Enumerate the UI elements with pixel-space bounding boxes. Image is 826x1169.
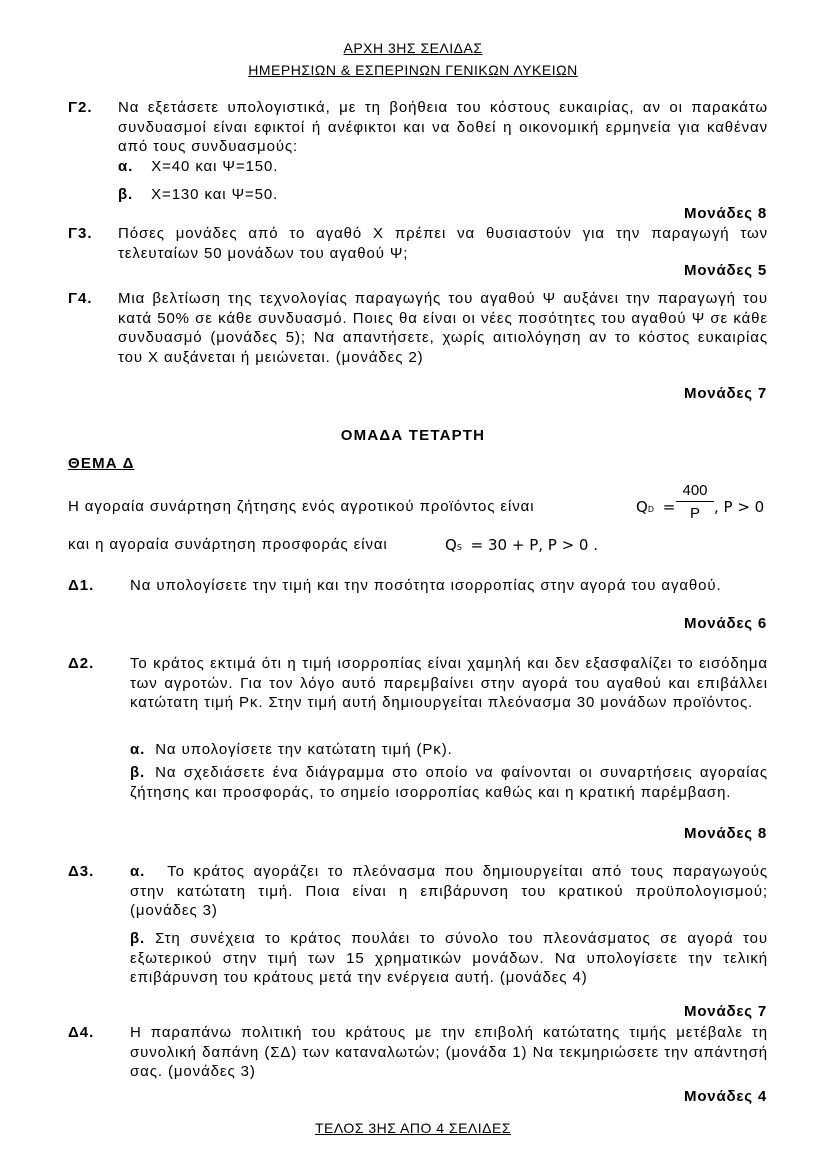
subquestion-d3-b — [130, 929, 768, 988]
fraction-bar — [676, 501, 714, 502]
marks-d4: Μονάδες 4 — [684, 1088, 767, 1105]
question-text: Η παραπάνω πολιτική του κράτους με την επιβολή κατώτατης τιμής μετέβαλε τη συνολική δαπάνη (ΣΔ) των καταναλωτών; (μονάδα 1) Να τεκμηριώσετε την απάντησή σας. (μονάδες 3) — [130, 1024, 768, 1080]
marks-d3: Μονάδες 7 — [684, 1003, 767, 1020]
supply-formula — [445, 536, 598, 554]
question-d1 — [68, 576, 768, 596]
demand-fraction — [676, 482, 714, 522]
question-g2 — [68, 98, 768, 157]
fraction-numerator: 400 — [682, 482, 708, 499]
question-text: Το κράτος εκτιμά ότι η τιμή ισορροπίας είναι χαμηλή και δεν εξασφαλίζει το εισόδημα των αγροτών. Για τον λόγο αυτό παρεμβαίνει στην αγορά του αγαθού και επιβάλλει κατώτατη τιμή Ρκ. Στην τιμή αυτή δημιουργείται πλεόνασμα 30 μονάδων προϊόντος. — [130, 655, 768, 711]
marks-d1: Μονάδες 6 — [684, 615, 767, 632]
question-label: Γ4. — [68, 290, 93, 307]
subquestion-d2-b — [130, 763, 768, 802]
subquestion-label: α. — [130, 741, 146, 758]
question-label: Γ3. — [68, 225, 93, 242]
supply-sentence: και η αγοραία συνάρτηση προσφοράς είναι — [68, 536, 388, 553]
question-label: Δ3. — [68, 863, 95, 880]
subquestion-d2-a — [130, 740, 768, 760]
marks-d2: Μονάδες 8 — [684, 825, 767, 842]
question-text: Να υπολογίσετε την τιμή και την ποσότητα ισορροπίας στην αγορά του αγαθού. — [130, 577, 722, 594]
subquestion-text: Να υπολογίσετε την κατώτατη τιμή (Ρκ). — [155, 741, 453, 758]
question-label: Δ2. — [68, 655, 95, 672]
subquestion-text: Στη συνέχεια το κράτος πουλάει το σύνολο του πλεονάσματος σε αγορά του εξωτερικού στην τιμή των 15 χρηματικών μονάδων. Να υπολογίσετε την τελική επιβάρυνση του κράτους μετά την ενέργεια αυτή. (μονάδες 4) — [130, 930, 768, 986]
subquestion-text: Να σχεδιάσετε ένα διάγραμμα στο οποίο να φαίνονται οι συναρτήσεις αγοραίας ζήτησης και προσφοράς, το σημείο ισορροπίας καθώς και η κρατική παρέμβαση. — [130, 764, 768, 801]
demand-condition: , P > 0 — [714, 498, 765, 516]
supply-rest: = 30 + P, P > 0 . — [470, 536, 599, 554]
subquestion-text: Χ=40 και Ψ=150. — [151, 158, 279, 175]
subquestion-d3-a — [130, 862, 768, 921]
marks-g4: Μονάδες 7 — [684, 385, 767, 402]
question-d4 — [68, 1023, 768, 1082]
subquestion-text: Το κράτος αγοράζει το πλεόνασμα που δημιουργείται από τους παραγωγούς στην κατώτατη τιμή. Ποια είναι η επιβάρυνση του κρατικού προϋπολογισμού; (μονάδες 3) — [130, 863, 768, 919]
supply-q-symbol: Q — [445, 536, 457, 554]
supply-subscript: S — [456, 543, 462, 552]
question-d2 — [68, 654, 768, 713]
subquestion-text: Χ=130 και Ψ=50. — [151, 186, 279, 203]
demand-equals: = — [662, 498, 676, 516]
marks-g3: Μονάδες 5 — [684, 262, 767, 279]
demand-subscript: D — [647, 505, 654, 514]
page-header-line2: ΗΜΕΡΗΣΙΩΝ & ΕΣΠΕΡΙΝΩΝ ΓΕΝΙΚΩΝ ΛΥΚΕΙΩΝ — [248, 62, 578, 78]
subquestion-g2-b — [118, 185, 278, 205]
question-label: Δ1. — [68, 577, 95, 594]
subquestion-label: β. — [130, 764, 146, 781]
question-g4 — [68, 289, 768, 367]
subquestion-label: α. — [130, 863, 146, 880]
page-header-line1: ΑΡΧΗ 3ΗΣ ΣΕΛΙΔΑΣ — [343, 40, 483, 56]
demand-q-symbol: Q — [636, 498, 648, 516]
demand-formula — [636, 498, 675, 516]
thema-title: ΘΕΜΑ Δ — [68, 455, 135, 472]
subquestion-g2-a — [118, 157, 278, 177]
group-title: ΟΜΑΔΑ ΤΕΤΑΡΤΗ — [340, 427, 486, 444]
question-g3 — [68, 224, 768, 263]
question-label: Γ2. — [68, 99, 93, 116]
page-footer: ΤΕΛΟΣ 3ΗΣ ΑΠΟ 4 ΣΕΛΙΔΕΣ — [314, 1120, 512, 1136]
question-text: Να εξετάσετε υπολογιστικά, με τη βοήθεια του κόστους ευκαιρίας, αν οι παρακάτω συνδυασμοί είναι εφικτοί ή ανέφικτοι και να δοθεί η οικονομική ερμηνεία για καθέναν από τους συνδυασμούς: — [118, 99, 768, 155]
question-label: Δ4. — [68, 1024, 95, 1041]
demand-sentence: Η αγοραία συνάρτηση ζήτησης ενός αγροτικού προϊόντος είναι — [68, 498, 535, 515]
question-d3 — [68, 862, 768, 921]
question-text: Πόσες μονάδες από το αγαθό Χ πρέπει να θυσιαστούν για την παραγωγή των τελευταίων 50 μονάδων του αγαθού Ψ; — [118, 225, 768, 262]
subquestion-label: α. — [118, 158, 134, 175]
question-text: Μια βελτίωση της τεχνολογίας παραγωγής του αγαθού Ψ αυξάνει την παραγωγή του κατά 50% σε κάθε συνδυασμό. Ποιες θα είναι οι νέες ποσότητες του αγαθού Ψ σε κάθε συνδυασμό (μονάδες 5); Να απαντήσετε, χωρίς αιτιολόγηση αν το κόστος ευκαιρίας του Χ αυξάνεται ή μειώνεται. (μονάδες 2) — [118, 290, 768, 366]
subquestion-label: β. — [130, 930, 146, 947]
fraction-denominator: P — [689, 505, 700, 522]
marks-g2: Μονάδες 8 — [684, 205, 767, 222]
subquestion-label: β. — [118, 186, 134, 203]
